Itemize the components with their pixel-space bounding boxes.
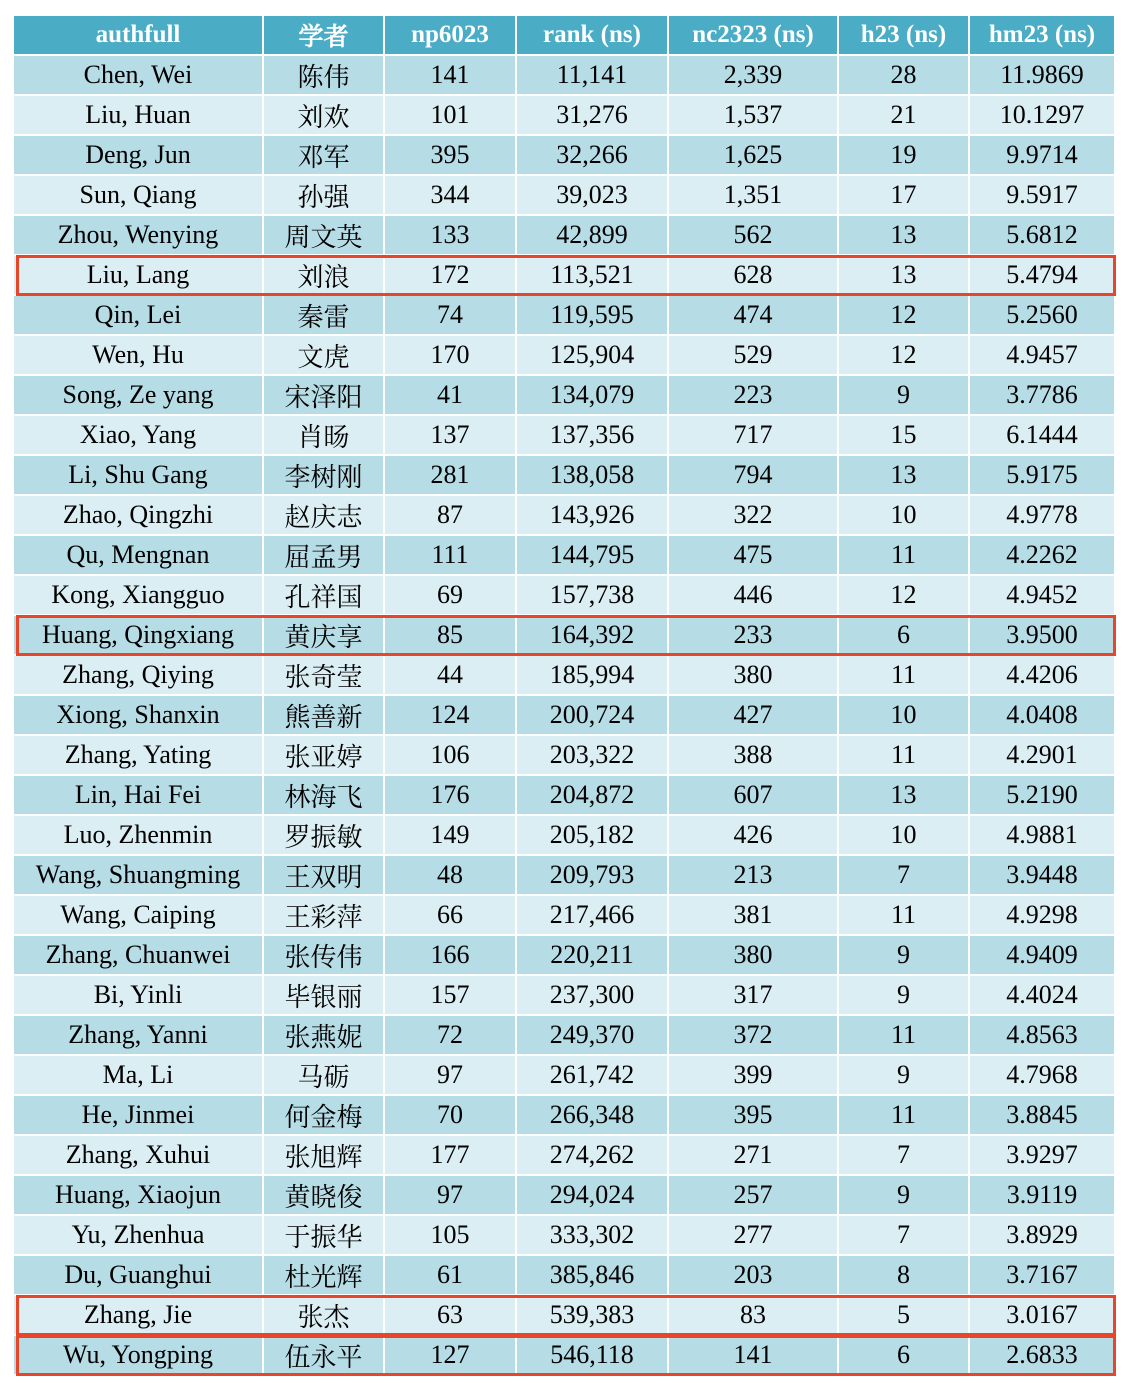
cell-col-np6023: 72: [385, 1016, 517, 1056]
cell-col-scholar: 屈孟男: [264, 536, 385, 576]
table-row: [14, 1136, 1116, 1176]
cell-col-h23: 7: [839, 1216, 970, 1256]
cell-col-authfull: Zhang, Yating: [14, 736, 264, 776]
cell-col-h23: 28: [839, 56, 970, 96]
cell-col-rank: 125,904: [517, 336, 669, 376]
cell-col-rank: 266,348: [517, 1096, 669, 1136]
cell-col-h23: 12: [839, 296, 970, 336]
cell-col-rank: 294,024: [517, 1176, 669, 1216]
table-row: [14, 416, 1116, 456]
table-row: [14, 816, 1116, 856]
cell-col-scholar: 林海飞: [264, 776, 385, 816]
cell-col-scholar: 张奇莹: [264, 656, 385, 696]
cell-col-h23: 9: [839, 1056, 970, 1096]
cell-col-np6023: 44: [385, 656, 517, 696]
cell-col-h23: 13: [839, 776, 970, 816]
table-row: [14, 256, 1116, 296]
header-col-np6023: np6023: [385, 16, 517, 56]
cell-col-authfull: Huang, Qingxiang: [14, 616, 264, 656]
cell-col-authfull: Liu, Huan: [14, 96, 264, 136]
cell-col-authfull: Zhang, Xuhui: [14, 1136, 264, 1176]
cell-col-hm23: 4.9778: [970, 496, 1116, 536]
cell-col-hm23: 3.9448: [970, 856, 1116, 896]
cell-col-authfull: Ma, Li: [14, 1056, 264, 1096]
cell-col-np6023: 170: [385, 336, 517, 376]
cell-col-scholar: 伍永平: [264, 1336, 385, 1376]
cell-col-rank: 164,392: [517, 616, 669, 656]
cell-col-rank: 209,793: [517, 856, 669, 896]
table-row: [14, 576, 1116, 616]
cell-col-nc2323: 562: [669, 216, 839, 256]
cell-col-nc2323: 388: [669, 736, 839, 776]
cell-col-nc2323: 427: [669, 696, 839, 736]
cell-col-scholar: 周文英: [264, 216, 385, 256]
cell-col-nc2323: 381: [669, 896, 839, 936]
cell-col-h23: 8: [839, 1256, 970, 1296]
cell-col-np6023: 70: [385, 1096, 517, 1136]
cell-col-np6023: 105: [385, 1216, 517, 1256]
cell-col-scholar: 孙强: [264, 176, 385, 216]
cell-col-np6023: 97: [385, 1056, 517, 1096]
cell-col-np6023: 137: [385, 416, 517, 456]
table-row: [14, 136, 1116, 176]
cell-col-scholar: 张杰: [264, 1296, 385, 1336]
cell-col-authfull: Li, Shu Gang: [14, 456, 264, 496]
cell-col-scholar: 熊善新: [264, 696, 385, 736]
cell-col-hm23: 9.5917: [970, 176, 1116, 216]
header-col-nc2323: nc2323 (ns): [669, 16, 839, 56]
cell-col-scholar: 马砺: [264, 1056, 385, 1096]
cell-col-nc2323: 317: [669, 976, 839, 1016]
cell-col-hm23: 3.7167: [970, 1256, 1116, 1296]
cell-col-np6023: 177: [385, 1136, 517, 1176]
cell-col-authfull: Deng, Jun: [14, 136, 264, 176]
cell-col-authfull: Song, Ze yang: [14, 376, 264, 416]
cell-col-np6023: 41: [385, 376, 517, 416]
cell-col-np6023: 127: [385, 1336, 517, 1376]
cell-col-scholar: 张亚婷: [264, 736, 385, 776]
cell-col-h23: 9: [839, 1176, 970, 1216]
cell-col-hm23: 4.0408: [970, 696, 1116, 736]
cell-col-hm23: 4.9298: [970, 896, 1116, 936]
table-row: [14, 296, 1116, 336]
cell-col-authfull: Zhang, Yanni: [14, 1016, 264, 1056]
cell-col-h23: 6: [839, 1336, 970, 1376]
cell-col-h23: 9: [839, 376, 970, 416]
cell-col-nc2323: 233: [669, 616, 839, 656]
cell-col-np6023: 157: [385, 976, 517, 1016]
cell-col-h23: 13: [839, 256, 970, 296]
table-row: [14, 96, 1116, 136]
table-row: [14, 376, 1116, 416]
cell-col-authfull: Wu, Yongping: [14, 1336, 264, 1376]
cell-col-nc2323: 426: [669, 816, 839, 856]
cell-col-np6023: 97: [385, 1176, 517, 1216]
table-row: [14, 336, 1116, 376]
cell-col-rank: 546,118: [517, 1336, 669, 1376]
cell-col-h23: 13: [839, 456, 970, 496]
cell-col-scholar: 陈伟: [264, 56, 385, 96]
cell-col-authfull: Du, Guanghui: [14, 1256, 264, 1296]
cell-col-nc2323: 271: [669, 1136, 839, 1176]
cell-col-hm23: 5.4794: [970, 256, 1116, 296]
cell-col-h23: 10: [839, 816, 970, 856]
cell-col-rank: 217,466: [517, 896, 669, 936]
cell-col-scholar: 文虎: [264, 336, 385, 376]
table-row: [14, 1176, 1116, 1216]
cell-col-rank: 220,211: [517, 936, 669, 976]
cell-col-authfull: Bi, Yinli: [14, 976, 264, 1016]
cell-col-h23: 11: [839, 1016, 970, 1056]
cell-col-hm23: 9.9714: [970, 136, 1116, 176]
cell-col-nc2323: 399: [669, 1056, 839, 1096]
table-header-row: [14, 16, 1116, 56]
cell-col-scholar: 黄庆享: [264, 616, 385, 656]
cell-col-authfull: Lin, Hai Fei: [14, 776, 264, 816]
cell-col-np6023: 166: [385, 936, 517, 976]
cell-col-hm23: 6.1444: [970, 416, 1116, 456]
cell-col-np6023: 48: [385, 856, 517, 896]
cell-col-hm23: 3.9119: [970, 1176, 1116, 1216]
cell-col-scholar: 孔祥国: [264, 576, 385, 616]
cell-col-h23: 17: [839, 176, 970, 216]
cell-col-authfull: Huang, Xiaojun: [14, 1176, 264, 1216]
cell-col-hm23: 5.9175: [970, 456, 1116, 496]
table-row: [14, 696, 1116, 736]
cell-col-h23: 7: [839, 856, 970, 896]
cell-col-hm23: 4.4206: [970, 656, 1116, 696]
cell-col-hm23: 5.2560: [970, 296, 1116, 336]
table-row: [14, 456, 1116, 496]
cell-col-rank: 203,322: [517, 736, 669, 776]
cell-col-h23: 11: [839, 896, 970, 936]
header-col-rank: rank (ns): [517, 16, 669, 56]
cell-col-np6023: 85: [385, 616, 517, 656]
cell-col-nc2323: 372: [669, 1016, 839, 1056]
cell-col-nc2323: 223: [669, 376, 839, 416]
table-row: [14, 1256, 1116, 1296]
cell-col-authfull: Sun, Qiang: [14, 176, 264, 216]
cell-col-authfull: He, Jinmei: [14, 1096, 264, 1136]
cell-col-rank: 249,370: [517, 1016, 669, 1056]
cell-col-nc2323: 257: [669, 1176, 839, 1216]
cell-col-scholar: 黄晓俊: [264, 1176, 385, 1216]
cell-col-rank: 539,383: [517, 1296, 669, 1336]
scholar-ranking-table: [14, 16, 1116, 1376]
cell-col-np6023: 395: [385, 136, 517, 176]
header-col-hm23: hm23 (ns): [970, 16, 1116, 56]
cell-col-nc2323: 2,339: [669, 56, 839, 96]
table-row: [14, 1216, 1116, 1256]
cell-col-hm23: 4.9881: [970, 816, 1116, 856]
cell-col-nc2323: 380: [669, 656, 839, 696]
cell-col-authfull: Luo, Zhenmin: [14, 816, 264, 856]
cell-col-scholar: 张传伟: [264, 936, 385, 976]
cell-col-rank: 185,994: [517, 656, 669, 696]
cell-col-nc2323: 141: [669, 1336, 839, 1376]
cell-col-authfull: Zhao, Qingzhi: [14, 496, 264, 536]
table-row: [14, 1096, 1116, 1136]
cell-col-np6023: 69: [385, 576, 517, 616]
cell-col-rank: 333,302: [517, 1216, 669, 1256]
cell-col-rank: 39,023: [517, 176, 669, 216]
cell-col-authfull: Yu, Zhenhua: [14, 1216, 264, 1256]
cell-col-rank: 385,846: [517, 1256, 669, 1296]
table-row: [14, 936, 1116, 976]
table-row: [14, 896, 1116, 936]
cell-col-hm23: 4.9409: [970, 936, 1116, 976]
cell-col-np6023: 344: [385, 176, 517, 216]
cell-col-rank: 138,058: [517, 456, 669, 496]
cell-col-authfull: Xiong, Shanxin: [14, 696, 264, 736]
table-row: [14, 216, 1116, 256]
cell-col-scholar: 李树刚: [264, 456, 385, 496]
cell-col-rank: 11,141: [517, 56, 669, 96]
cell-col-scholar: 罗振敏: [264, 816, 385, 856]
cell-col-h23: 10: [839, 496, 970, 536]
cell-col-h23: 21: [839, 96, 970, 136]
cell-col-np6023: 74: [385, 296, 517, 336]
cell-col-np6023: 281: [385, 456, 517, 496]
table-row: [14, 1016, 1116, 1056]
cell-col-h23: 7: [839, 1136, 970, 1176]
cell-col-scholar: 毕银丽: [264, 976, 385, 1016]
cell-col-authfull: Wang, Caiping: [14, 896, 264, 936]
table-row: [14, 776, 1116, 816]
cell-col-hm23: 3.8845: [970, 1096, 1116, 1136]
cell-col-scholar: 刘浪: [264, 256, 385, 296]
cell-col-nc2323: 529: [669, 336, 839, 376]
cell-col-authfull: Zhang, Jie: [14, 1296, 264, 1336]
table-body: [14, 56, 1116, 1376]
table-row: [14, 976, 1116, 1016]
cell-col-authfull: Kong, Xiangguo: [14, 576, 264, 616]
cell-col-hm23: 11.9869: [970, 56, 1116, 96]
cell-col-np6023: 141: [385, 56, 517, 96]
cell-col-authfull: Zhang, Chuanwei: [14, 936, 264, 976]
cell-col-hm23: 3.9500: [970, 616, 1116, 656]
table-row: [14, 1296, 1116, 1336]
cell-col-nc2323: 203: [669, 1256, 839, 1296]
cell-col-hm23: 3.0167: [970, 1296, 1116, 1336]
cell-col-authfull: Qin, Lei: [14, 296, 264, 336]
cell-col-nc2323: 794: [669, 456, 839, 496]
cell-col-rank: 134,079: [517, 376, 669, 416]
cell-col-scholar: 杜光辉: [264, 1256, 385, 1296]
cell-col-nc2323: 213: [669, 856, 839, 896]
cell-col-h23: 5: [839, 1296, 970, 1336]
cell-col-np6023: 124: [385, 696, 517, 736]
cell-col-hm23: 4.7968: [970, 1056, 1116, 1096]
cell-col-rank: 137,356: [517, 416, 669, 456]
cell-col-nc2323: 1,351: [669, 176, 839, 216]
cell-col-np6023: 63: [385, 1296, 517, 1336]
cell-col-rank: 237,300: [517, 976, 669, 1016]
table-row: [14, 176, 1116, 216]
cell-col-np6023: 172: [385, 256, 517, 296]
cell-col-nc2323: 83: [669, 1296, 839, 1336]
cell-col-hm23: 2.6833: [970, 1336, 1116, 1376]
cell-col-nc2323: 380: [669, 936, 839, 976]
cell-col-hm23: 3.8929: [970, 1216, 1116, 1256]
cell-col-scholar: 张燕妮: [264, 1016, 385, 1056]
cell-col-rank: 274,262: [517, 1136, 669, 1176]
cell-col-hm23: 4.9452: [970, 576, 1116, 616]
cell-col-authfull: Xiao, Yang: [14, 416, 264, 456]
cell-col-authfull: Wen, Hu: [14, 336, 264, 376]
cell-col-authfull: Liu, Lang: [14, 256, 264, 296]
cell-col-h23: 9: [839, 936, 970, 976]
cell-col-scholar: 于振华: [264, 1216, 385, 1256]
cell-col-scholar: 刘欢: [264, 96, 385, 136]
cell-col-rank: 32,266: [517, 136, 669, 176]
table-row: [14, 496, 1116, 536]
cell-col-rank: 205,182: [517, 816, 669, 856]
cell-col-hm23: 5.2190: [970, 776, 1116, 816]
cell-col-h23: 13: [839, 216, 970, 256]
cell-col-scholar: 王双明: [264, 856, 385, 896]
cell-col-rank: 144,795: [517, 536, 669, 576]
cell-col-scholar: 秦雷: [264, 296, 385, 336]
cell-col-nc2323: 475: [669, 536, 839, 576]
cell-col-scholar: 宋泽阳: [264, 376, 385, 416]
header-col-scholar: 学者: [264, 16, 385, 56]
cell-col-h23: 19: [839, 136, 970, 176]
cell-col-h23: 15: [839, 416, 970, 456]
cell-col-hm23: 3.7786: [970, 376, 1116, 416]
cell-col-h23: 12: [839, 336, 970, 376]
cell-col-authfull: Zhang, Qiying: [14, 656, 264, 696]
cell-col-h23: 11: [839, 736, 970, 776]
cell-col-rank: 157,738: [517, 576, 669, 616]
cell-col-nc2323: 446: [669, 576, 839, 616]
cell-col-np6023: 133: [385, 216, 517, 256]
cell-col-nc2323: 474: [669, 296, 839, 336]
cell-col-np6023: 106: [385, 736, 517, 776]
cell-col-rank: 261,742: [517, 1056, 669, 1096]
cell-col-np6023: 111: [385, 536, 517, 576]
cell-col-nc2323: 277: [669, 1216, 839, 1256]
cell-col-hm23: 4.8563: [970, 1016, 1116, 1056]
cell-col-np6023: 66: [385, 896, 517, 936]
cell-col-h23: 11: [839, 656, 970, 696]
cell-col-h23: 10: [839, 696, 970, 736]
cell-col-authfull: Chen, Wei: [14, 56, 264, 96]
table-row: [14, 1336, 1116, 1376]
cell-col-scholar: 何金梅: [264, 1096, 385, 1136]
cell-col-hm23: 4.2901: [970, 736, 1116, 776]
cell-col-rank: 200,724: [517, 696, 669, 736]
cell-col-nc2323: 607: [669, 776, 839, 816]
cell-col-nc2323: 1,625: [669, 136, 839, 176]
cell-col-nc2323: 717: [669, 416, 839, 456]
cell-col-h23: 11: [839, 1096, 970, 1136]
cell-col-np6023: 176: [385, 776, 517, 816]
cell-col-rank: 119,595: [517, 296, 669, 336]
header-col-authfull: authfull: [14, 16, 264, 56]
table-row: [14, 656, 1116, 696]
cell-col-scholar: 王彩萍: [264, 896, 385, 936]
cell-col-authfull: Qu, Mengnan: [14, 536, 264, 576]
table-row: [14, 736, 1116, 776]
cell-col-rank: 204,872: [517, 776, 669, 816]
cell-col-hm23: 10.1297: [970, 96, 1116, 136]
cell-col-rank: 31,276: [517, 96, 669, 136]
cell-col-hm23: 4.9457: [970, 336, 1116, 376]
cell-col-hm23: 4.2262: [970, 536, 1116, 576]
cell-col-hm23: 4.4024: [970, 976, 1116, 1016]
cell-col-h23: 11: [839, 536, 970, 576]
cell-col-rank: 42,899: [517, 216, 669, 256]
table-row: [14, 1056, 1116, 1096]
cell-col-np6023: 87: [385, 496, 517, 536]
cell-col-h23: 9: [839, 976, 970, 1016]
cell-col-nc2323: 628: [669, 256, 839, 296]
table-row: [14, 616, 1116, 656]
cell-col-np6023: 149: [385, 816, 517, 856]
cell-col-rank: 143,926: [517, 496, 669, 536]
cell-col-authfull: Zhou, Wenying: [14, 216, 264, 256]
cell-col-np6023: 101: [385, 96, 517, 136]
cell-col-np6023: 61: [385, 1256, 517, 1296]
cell-col-hm23: 3.9297: [970, 1136, 1116, 1176]
table-row: [14, 856, 1116, 896]
cell-col-scholar: 赵庆志: [264, 496, 385, 536]
cell-col-h23: 12: [839, 576, 970, 616]
table-row: [14, 536, 1116, 576]
cell-col-rank: 113,521: [517, 256, 669, 296]
cell-col-scholar: 张旭辉: [264, 1136, 385, 1176]
cell-col-scholar: 邓军: [264, 136, 385, 176]
cell-col-authfull: Wang, Shuangming: [14, 856, 264, 896]
cell-col-nc2323: 1,537: [669, 96, 839, 136]
cell-col-hm23: 5.6812: [970, 216, 1116, 256]
cell-col-h23: 6: [839, 616, 970, 656]
cell-col-nc2323: 322: [669, 496, 839, 536]
table-row: [14, 56, 1116, 96]
header-col-h23: h23 (ns): [839, 16, 970, 56]
cell-col-scholar: 肖旸: [264, 416, 385, 456]
cell-col-nc2323: 395: [669, 1096, 839, 1136]
